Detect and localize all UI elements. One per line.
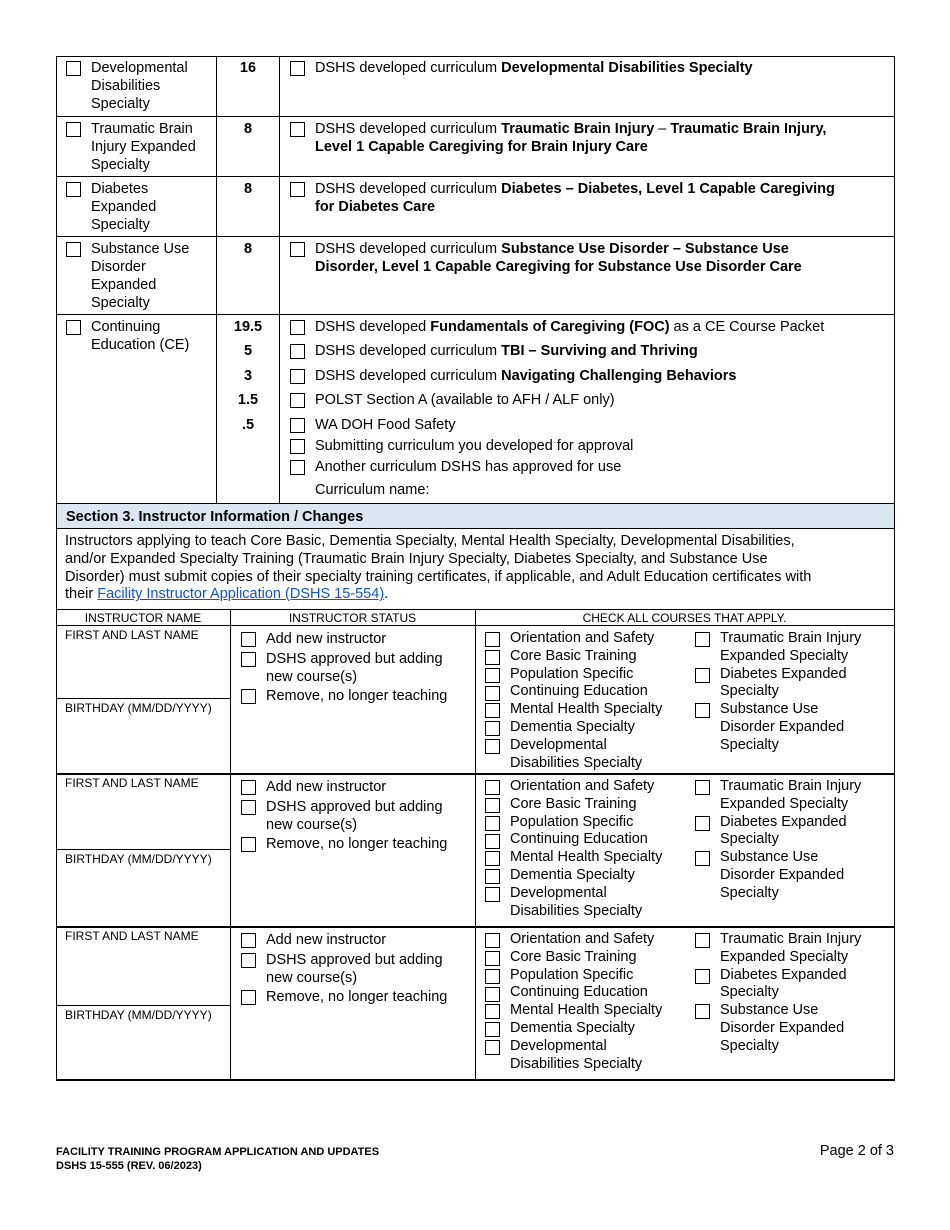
- substance-use-course-checkbox[interactable]: [695, 851, 710, 866]
- page-number: Page 2 of 3: [819, 1143, 894, 1159]
- foc-ce-checkbox[interactable]: [290, 320, 305, 335]
- category-label: Diabetes Expanded Specialty: [91, 181, 157, 233]
- population-specific-checkbox[interactable]: [485, 969, 500, 984]
- tbi-course-checkbox[interactable]: [695, 933, 710, 948]
- courses-right-list: Traumatic Brain Injury Expanded Specialty Diabetes Expanded Specialty Substance Use Disorder Expanded Specialty: [720, 630, 862, 753]
- tbi-surviving-checkbox[interactable]: [290, 344, 305, 359]
- substance-use-course-checkbox[interactable]: [695, 1004, 710, 1019]
- hours-value: 3: [243, 368, 253, 384]
- food-safety-checkbox[interactable]: [290, 418, 305, 433]
- footer-form-info: [56, 1145, 379, 1173]
- another-curriculum-checkbox[interactable]: [290, 460, 305, 475]
- tbi-checkbox[interactable]: [66, 122, 81, 137]
- developmental-disabilities-course-checkbox[interactable]: [485, 887, 500, 902]
- substance-use-checkbox[interactable]: [66, 242, 81, 257]
- status-option-label: Add new instructor: [266, 932, 387, 948]
- dementia-checkbox[interactable]: [485, 721, 500, 736]
- diabetes-course-checkbox[interactable]: [695, 668, 710, 683]
- hours-value: 8: [243, 181, 253, 197]
- hours-value: 16: [239, 60, 257, 76]
- continuing-education-course-checkbox[interactable]: [485, 987, 500, 1002]
- birthday-input[interactable]: [58, 868, 228, 924]
- dementia-checkbox[interactable]: [485, 1022, 500, 1037]
- hours-value: 5: [243, 343, 253, 359]
- add-new-instructor-checkbox[interactable]: [241, 632, 256, 647]
- hours-value: .5: [241, 417, 255, 433]
- developmental-disabilities-course-checkbox[interactable]: [485, 1040, 500, 1055]
- instructions-text: Instructors applying to teach Core Basic, Dementia Specialty, Mental Health Specialty, Developmental Disabilities, and/or Expanded Specialty Training (Traumatic Brain Injury Specialty, Diabetes Specialty, and Substance Use Disorder) must submit copies of their specialty training certificates, if applicable, and Adult Education certificates with their Facility Instructor Application (DSHS 15-554).: [65, 533, 812, 603]
- population-specific-checkbox[interactable]: [485, 816, 500, 831]
- tbi-course-checkbox[interactable]: [695, 632, 710, 647]
- course-option-label: POLST Section A (available to AFH / ALF only): [315, 392, 615, 408]
- core-basic-checkbox[interactable]: [485, 798, 500, 813]
- courses-left-list: Orientation and Safety Core Basic Training Population Specific Continuing Education Mental Health Specialty Dementia Specialty Developmental Disabilities Specialty: [510, 630, 663, 771]
- mental-health-checkbox[interactable]: [485, 1004, 500, 1019]
- status-option-label: DSHS approved but adding new course(s): [266, 651, 443, 685]
- courses-left-list: Orientation and Safety Core Basic Training Population Specific Continuing Education Mental Health Specialty Dementia Specialty Developmental Disabilities Specialty: [510, 778, 663, 919]
- course-option-label: DSHS developed curriculum Substance Use Disorder – Substance Use Disorder, Level 1 Capable Caregiving for Substance Use Disorder Care: [315, 241, 802, 275]
- section-title: Section 3. Instructor Information / Changes: [66, 509, 364, 525]
- birthday-field-label: BIRTHDAY (MM/DD/YYYY): [65, 852, 212, 866]
- course-option-label: DSHS developed curriculum Traumatic Brain Injury – Traumatic Brain Injury, Level 1 Capable Caregiving for Brain Injury Care: [315, 121, 827, 155]
- orientation-safety-checkbox[interactable]: [485, 632, 500, 647]
- diabetes-curriculum-checkbox[interactable]: [290, 182, 305, 197]
- remove-instructor-checkbox[interactable]: [241, 837, 256, 852]
- category-label: Traumatic Brain Injury Expanded Specialty: [91, 121, 196, 173]
- dd-curriculum-checkbox[interactable]: [290, 61, 305, 76]
- section-header: [56, 503, 895, 529]
- birthday-field-label: BIRTHDAY (MM/DD/YYYY): [65, 701, 212, 715]
- navigating-behaviors-checkbox[interactable]: [290, 369, 305, 384]
- birthday-field-label: BIRTHDAY (MM/DD/YYYY): [65, 1008, 212, 1022]
- orientation-safety-checkbox[interactable]: [485, 780, 500, 795]
- tbi-curriculum-checkbox[interactable]: [290, 122, 305, 137]
- col-header-name: INSTRUCTOR NAME: [84, 611, 202, 625]
- polst-checkbox[interactable]: [290, 393, 305, 408]
- category-label: Developmental Disabilities Specialty: [91, 60, 188, 112]
- hours-value: 8: [243, 241, 253, 257]
- col-header-status: INSTRUCTOR STATUS: [288, 611, 417, 625]
- substance-use-course-checkbox[interactable]: [695, 703, 710, 718]
- category-label: Substance Use Disorder Expanded Specialty: [91, 241, 190, 311]
- population-specific-checkbox[interactable]: [485, 668, 500, 683]
- hours-value: 19.5: [233, 319, 263, 335]
- name-input[interactable]: [58, 945, 228, 1002]
- facility-instructor-application-link[interactable]: Facility Instructor Application (DSHS 15-554): [97, 586, 385, 603]
- submit-curriculum-checkbox[interactable]: [290, 439, 305, 454]
- courses-left-list: Orientation and Safety Core Basic Training Population Specific Continuing Education Mental Health Specialty Dementia Specialty Developmental Disabilities Specialty: [510, 931, 663, 1072]
- dementia-checkbox[interactable]: [485, 869, 500, 884]
- hours-value: 8: [243, 121, 253, 137]
- curriculum-name-input[interactable]: [440, 481, 880, 501]
- mental-health-checkbox[interactable]: [485, 703, 500, 718]
- status-option-label: Add new instructor: [266, 631, 387, 647]
- adding-course-checkbox[interactable]: [241, 800, 256, 815]
- add-new-instructor-checkbox[interactable]: [241, 933, 256, 948]
- diabetes-course-checkbox[interactable]: [695, 816, 710, 831]
- remove-instructor-checkbox[interactable]: [241, 689, 256, 704]
- tbi-course-checkbox[interactable]: [695, 780, 710, 795]
- courses-right-list: Traumatic Brain Injury Expanded Specialty Diabetes Expanded Specialty Substance Use Disorder Expanded Specialty: [720, 778, 862, 901]
- birthday-input[interactable]: [58, 1024, 228, 1077]
- category-label: Continuing Education (CE): [91, 319, 190, 353]
- adding-course-checkbox[interactable]: [241, 652, 256, 667]
- developmental-disabilities-course-checkbox[interactable]: [485, 739, 500, 754]
- status-option-label: DSHS approved but adding new course(s): [266, 799, 443, 833]
- diabetes-course-checkbox[interactable]: [695, 969, 710, 984]
- name-field-label: FIRST AND LAST NAME: [65, 776, 199, 790]
- course-option-label: DSHS developed Fundamentals of Caregiving (FOC) as a CE Course Packet: [315, 319, 825, 335]
- course-option-label: DSHS developed curriculum TBI – Surviving and Thriving: [315, 343, 698, 359]
- orientation-safety-checkbox[interactable]: [485, 933, 500, 948]
- developmental-disabilities-checkbox[interactable]: [66, 61, 81, 76]
- footer-form-title: FACILITY TRAINING PROGRAM APPLICATION AND UPDATES: [56, 1146, 380, 1158]
- course-option-label: WA DOH Food Safety: [315, 417, 456, 433]
- substance-use-curriculum-checkbox[interactable]: [290, 242, 305, 257]
- status-option-label: Remove, no longer teaching: [266, 836, 448, 852]
- core-basic-checkbox[interactable]: [485, 951, 500, 966]
- continuing-education-checkbox[interactable]: [66, 320, 81, 335]
- diabetes-checkbox[interactable]: [66, 182, 81, 197]
- status-option-label: DSHS approved but adding new course(s): [266, 952, 443, 986]
- course-option-label: DSHS developed curriculum Diabetes – Diabetes, Level 1 Capable Caregiving for Diabetes Care: [315, 181, 835, 215]
- name-field-label: FIRST AND LAST NAME: [65, 929, 199, 943]
- status-option-label: Remove, no longer teaching: [266, 989, 448, 1005]
- name-field-label: FIRST AND LAST NAME: [65, 628, 199, 642]
- status-option-label: Remove, no longer teaching: [266, 688, 448, 704]
- core-basic-checkbox[interactable]: [485, 650, 500, 665]
- add-new-instructor-checkbox[interactable]: [241, 780, 256, 795]
- continuing-education-course-checkbox[interactable]: [485, 834, 500, 849]
- name-input[interactable]: [58, 792, 228, 847]
- course-option-label: DSHS developed curriculum Developmental Disabilities Specialty: [315, 60, 753, 76]
- course-option-label: Another curriculum DSHS has approved for use: [315, 459, 622, 475]
- birthday-input[interactable]: [58, 716, 228, 771]
- course-option-label: DSHS developed curriculum Navigating Challenging Behaviors: [315, 368, 737, 384]
- status-option-label: Add new instructor: [266, 779, 387, 795]
- hours-value: 1.5: [237, 392, 259, 408]
- footer-form-number: DSHS 15-555 (REV. 06/2023): [56, 1160, 202, 1172]
- adding-course-checkbox[interactable]: [241, 953, 256, 968]
- remove-instructor-checkbox[interactable]: [241, 990, 256, 1005]
- course-option-label: Submitting curriculum you developed for approval: [315, 438, 634, 454]
- continuing-education-course-checkbox[interactable]: [485, 686, 500, 701]
- courses-right-list: Traumatic Brain Injury Expanded Specialty Diabetes Expanded Specialty Substance Use Disorder Expanded Specialty: [720, 931, 862, 1054]
- mental-health-checkbox[interactable]: [485, 851, 500, 866]
- col-header-courses: CHECK ALL COURSES THAT APPLY.: [582, 611, 787, 625]
- name-input[interactable]: [58, 644, 228, 696]
- curriculum-name-label: Curriculum name:: [315, 482, 430, 498]
